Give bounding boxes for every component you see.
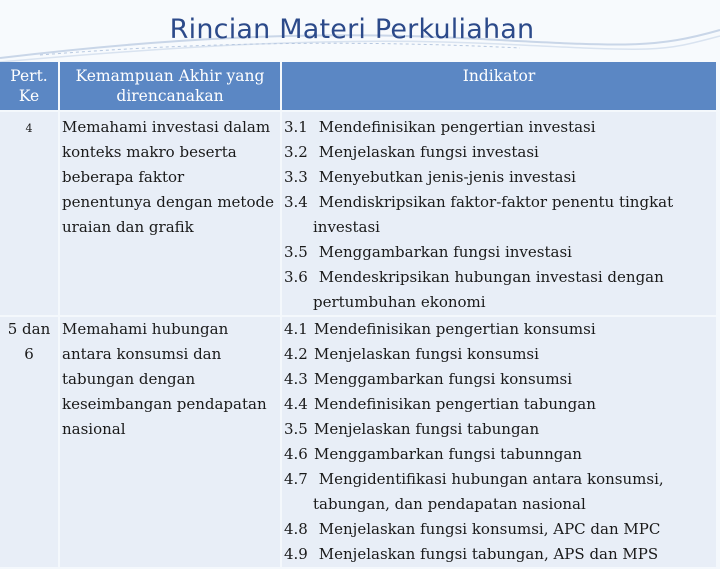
header-indicator xyxy=(282,62,716,110)
indicator-continuation: investasi xyxy=(313,218,380,236)
table-header-row xyxy=(0,62,716,110)
indicator-text: Menggambarkan fungsi tabunngan xyxy=(314,445,582,463)
indicator-number: 4.2 xyxy=(284,345,308,363)
header-week-line1: Pert. xyxy=(10,67,48,85)
header-ability xyxy=(60,62,280,110)
week-cell xyxy=(0,112,58,315)
week-value: 4 xyxy=(25,122,33,135)
indicator-text: Menjelaskan fungsi tabungan, APS dan MPS xyxy=(318,545,659,563)
indicator-item xyxy=(284,517,714,542)
indicator-number: 4.9 xyxy=(284,545,308,563)
indicator-item xyxy=(284,240,714,265)
week-cell: 5 dan 6 xyxy=(0,317,58,567)
indicator-number: 3.5 xyxy=(284,243,308,261)
indicator-item xyxy=(284,265,714,290)
indicator-item xyxy=(284,342,714,367)
indicator-text: Mendefinisikan pengertian tabungan xyxy=(314,395,596,413)
header-ability-line2: direncanakan xyxy=(116,87,224,105)
indicator-text: Menggambarkan fungsi investasi xyxy=(318,243,572,261)
indicator-number: 3.3 xyxy=(284,168,308,186)
indicator-number: 4.7 xyxy=(284,470,308,488)
indicator-item xyxy=(284,392,714,417)
indicator-number: 3.4 xyxy=(284,193,308,211)
indicator-number: 3.2 xyxy=(284,143,308,161)
indicator-item xyxy=(284,190,714,215)
indicator-item xyxy=(284,417,714,442)
header-week-line2: Ke xyxy=(18,87,40,105)
indicator-text: Mengidentifikasi hubungan antara konsumsi, xyxy=(318,470,664,488)
table-row xyxy=(0,112,716,315)
indicator-cell xyxy=(282,112,716,315)
table-row xyxy=(0,317,716,567)
header-ability-line1: Kemampuan Akhir yang xyxy=(75,67,265,85)
page-title: Rincian Materi Perkuliahan xyxy=(169,14,535,45)
indicator-item xyxy=(284,115,714,140)
indicator-text: Mendeskripsikan hubungan investasi dengan xyxy=(318,268,664,286)
ability-cell: Memahami investasi dalam konteks makro beserta beberapa faktor penentunya dengan metode uraian dan grafik xyxy=(60,112,280,315)
indicator-item xyxy=(284,367,714,392)
indicator-continuation: tabungan, dan pendapatan nasional xyxy=(313,495,586,513)
indicator-continuation: pertumbuhan ekonomi xyxy=(313,293,486,311)
indicator-number: 4.6 xyxy=(284,445,308,463)
indicator-text: Mendefinisikan pengertian investasi xyxy=(318,118,596,136)
indicator-item xyxy=(284,140,714,165)
indicator-text: Menyebutkan jenis-jenis investasi xyxy=(318,168,576,186)
indicator-item xyxy=(284,165,714,190)
materials-table-container xyxy=(0,60,720,563)
indicator-item xyxy=(284,317,714,342)
indicator-number: 3.6 xyxy=(284,268,308,286)
indicator-text: Menjelaskan fungsi konsumsi, APC dan MPC xyxy=(318,520,661,538)
indicator-number: 4.8 xyxy=(284,520,308,538)
indicator-number: 4.4 xyxy=(284,395,308,413)
indicator-number: 4.3 xyxy=(284,370,308,388)
indicator-item xyxy=(284,467,714,492)
indicator-number: 3.5 xyxy=(284,420,308,438)
indicator-text: Menjelaskan fungsi tabungan xyxy=(314,420,540,438)
indicator-cell xyxy=(282,317,716,567)
indicator-text: Menjelaskan fungsi investasi xyxy=(318,143,539,161)
indicator-text: Menjelaskan fungsi konsumsi xyxy=(314,345,539,363)
indicator-item xyxy=(284,542,714,567)
materials-table xyxy=(0,60,718,569)
ability-cell: Memahami hubungan antara konsumsi dan tabungan dengan keseimbangan pendapatan nasional xyxy=(60,317,280,567)
indicator-text: Mendiskripsikan faktor-faktor penentu tingkat xyxy=(318,193,674,211)
header-week xyxy=(0,62,58,110)
indicator-number: 4.1 xyxy=(284,320,308,338)
indicator-number: 3.1 xyxy=(284,118,308,136)
indicator-text: Menggambarkan fungsi konsumsi xyxy=(314,370,573,388)
header-indicator-label: Indikator xyxy=(462,67,536,85)
indicator-text: Mendefinisikan pengertian konsumsi xyxy=(314,320,596,338)
indicator-item xyxy=(284,442,714,467)
